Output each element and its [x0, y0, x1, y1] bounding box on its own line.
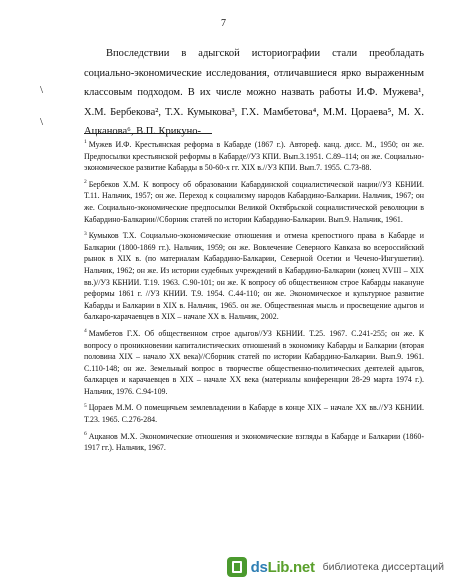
footnote-number: 6	[84, 431, 87, 438]
watermark-brand-prefix: ds	[250, 558, 268, 576]
watermark[interactable]	[227, 554, 444, 580]
margin-mark: \	[40, 84, 44, 96]
footnote-text: Ацканов М.Х. Экономические отношения и экономические взгляды в Кабарде и Балкарии (1860-1917 гг.). Нальчик, 1967.	[84, 431, 424, 453]
footnote-6	[84, 431, 424, 454]
book-icon	[227, 557, 247, 577]
footnote-4	[84, 328, 424, 398]
footnote-3	[84, 230, 424, 323]
footnote-1	[84, 139, 424, 174]
footnote-separator	[84, 133, 212, 134]
footnotes	[84, 139, 424, 459]
footnote-number: 2	[84, 179, 87, 186]
footnote-number: 1	[84, 139, 87, 146]
footnote-number: 3	[84, 230, 87, 237]
footnote-text: Мужев И.Ф. Крестьянская реформа в Кабарде (1867 г.). Автореф. канд. дисс. М., 1950; он же. Предпосылки крестьянской реформы в Кабарде//УЗ КПИ. Вып.3.1951. С.89–114; он же. Социально-экономическое развитие Кабарды в 50-60-х гг. XIX в.//УЗ КПИ. Вып.7. 1955. С.73-88.	[84, 140, 424, 173]
body-paragraph: Впоследствии в адыгской историографии стали преобладать социально-экономические исследования, отличавшиеся ярко выраженным классовым подходом. В их числе можно назвать работы И.Ф. Мужева¹, Х.М. Бербекова², Т.Х. Кумыкова³, Г.Х. Мамбетова⁴, М.М. Цораева⁵, М. Х. Ацканова⁶, В.П. Крикуно-	[84, 48, 424, 137]
footnote-text: Мамбетов Г.Х. Об общественном строе адыгов//УЗ КБНИИ. Т.25. 1967. С.241-255; он же. К вопросу о проникновении капиталистических отношений в экономику Кабарды и Балкарии (вторая половина XIX – начало XX века)//Сборник статей по истории Кабардино-Балкарии. Вып.9. 1961. С.110-148; он же. Земельный вопрос в творчестве общественно-политических деятелей адыгов, балкарцев и карачаевцев в XIX – начале XX века (материалы конференции 28-29 марта 1974 г.). Нальчик, 1976. С.94-109.	[84, 328, 424, 396]
watermark-brand	[251, 559, 315, 576]
footnote-text: Кумыков Т.Х. Социально-экономические отношения и отмена крепостного права в Кабарде и Балкарии (1800-1869 гг.). Нальчик, 1959; он же. Вовлечение Северного Кавказа во всероссийский рынок в XIX в. (по материалам Кабардино-Балкарии, Северной Осетии и Чечено-Ингушетии). Нальчик, 1962; он же. Из истории судебных учреждений в Кабардино-Балкарии (конец XVIII – XIX вв.)//УЗ КБНИИ. Т.19. 1963. С.90-101; он же. К вопросу об общественном строе Кабарды накануне реформы 1861 г. //УЗ КНИИ. Т.9. 1954. С.44-110; он же. Экономическое и культурное развитие Кабарды и Балкарии в XIX в. Нальчик, 1965. он же. Общественная мысль и просвещение адыгов и балкаро-карачаевцев в XIX – начале XX в. Нальчик, 2002.	[84, 231, 424, 322]
footnote-text: Бербеков Х.М. К вопросу об образовании Кабардинской социалистической нации//УЗ КБНИИ. Т.11. Нальчик, 1957; он же. Переход к социализму народов Кабардино-Балкарии. Нальчик, 1967; он же. Социально-экономические предпосылки Великой Октябрьской социалистической революции в Кабардино-Балкарии//Сборник статей по истории Кабардино-Балкарии. Вып.9. Нальчик, 1961.	[84, 179, 424, 224]
watermark-brand-suffix: Lib.net	[267, 558, 315, 576]
footnote-number: 4	[84, 328, 87, 335]
footnote-5	[84, 402, 424, 425]
footnote-text: Цораев М.М. О помещичьем землевладении в Кабарде в конце XIX – начале XX вв.//УЗ КБНИИ. Т.23. 1965. С.276-284.	[84, 403, 424, 425]
watermark-subtitle: библиотека диссертаций	[322, 561, 444, 573]
margin-mark: \	[40, 116, 44, 128]
page-number: 7	[221, 18, 226, 29]
footnote-2	[84, 179, 424, 225]
footnote-number: 5	[84, 402, 87, 409]
